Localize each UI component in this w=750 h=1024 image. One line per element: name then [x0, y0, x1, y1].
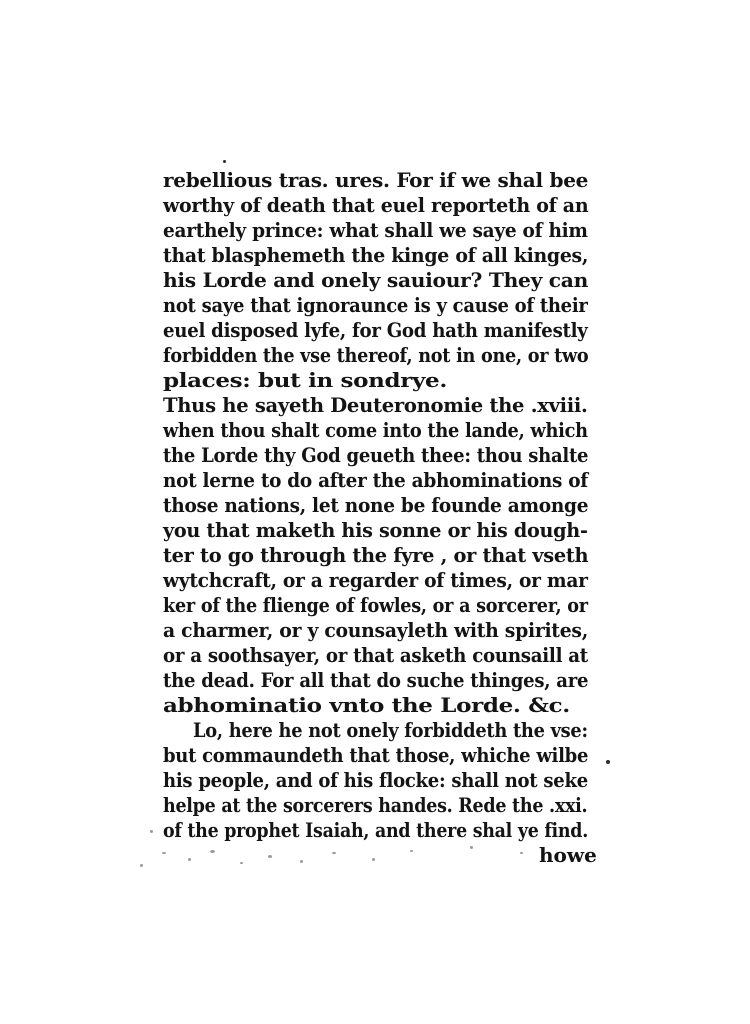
text-line: Lo, here he not onely forbiddeth the vse:	[193, 718, 588, 742]
scan-speck	[520, 852, 523, 854]
text-line: worthy of death that euel reporteth of an	[163, 193, 589, 217]
scan-speck	[188, 858, 191, 861]
scan-speck	[372, 858, 375, 861]
catchword: howe	[539, 843, 597, 867]
text-line: abhominatio vnto the Lorde. &c.	[163, 693, 570, 717]
text-line: but commaundeth that those, whiche wilbe	[163, 743, 589, 767]
scan-speck	[223, 160, 226, 163]
scan-speck	[140, 864, 143, 867]
text-line: or a soothsayer, or that asketh counsaill at	[163, 643, 588, 667]
text-line: the Lorde thy God geueth thee: thou shalte	[163, 443, 589, 467]
text-line: of the prophet Isaiah, and there shal ye find.	[163, 818, 589, 842]
text-line: helpe at the sorcerers handes. Rede the .xxi.	[163, 793, 588, 817]
scan-speck	[210, 850, 215, 853]
text-line: earthely prince: what shall we saye of him	[163, 218, 588, 242]
text-line: Thus he sayeth Deuteronomie the .xviii.	[163, 393, 588, 417]
scan-speck	[268, 855, 272, 858]
scan-speck	[240, 862, 243, 864]
scan-speck	[150, 830, 153, 833]
scan-speck	[300, 860, 303, 863]
text-line: the dead. For all that do suche thinges, are	[163, 668, 589, 692]
text-line: forbidden the vse thereof, not in one, or two	[163, 343, 589, 367]
scan-speck	[470, 846, 473, 849]
text-line: euel disposed lyfe, for God hath manifestly	[163, 318, 588, 342]
text-line: not saye that ignoraunce is y cause of their	[163, 293, 588, 317]
text-line: a charmer, or y counsayleth with spirites,	[163, 618, 588, 642]
text-line: ter to go through the fyre , or that vseth	[163, 543, 589, 567]
scan-speck	[606, 760, 610, 764]
text-line: his Lorde and onely sauiour? They can	[163, 268, 589, 292]
text-line: not lerne to do after the abhominations of	[163, 468, 588, 492]
scan-speck	[332, 852, 336, 854]
text-line: those nations, let none be founde amonge	[163, 493, 589, 517]
scan-speck	[162, 852, 166, 854]
text-line: that blasphemeth the kinge of all kinges,	[163, 243, 589, 267]
text-line: rebellious tras. ures. For if we shal bee	[163, 168, 589, 192]
text-line: his people, and of his flocke: shall not seke	[163, 768, 588, 792]
text-line: wytchcraft, or a regarder of times, or mar	[163, 568, 588, 592]
text-line: when thou shalt come into the lande, which	[163, 418, 588, 442]
text-line: places: but in sondrye.	[163, 368, 447, 392]
scan-speck	[410, 850, 413, 852]
text-line: you that maketh his sonne or his dough-	[163, 518, 588, 542]
text-line: ker of the flienge of fowles, or a sorcerer, or	[163, 593, 588, 617]
